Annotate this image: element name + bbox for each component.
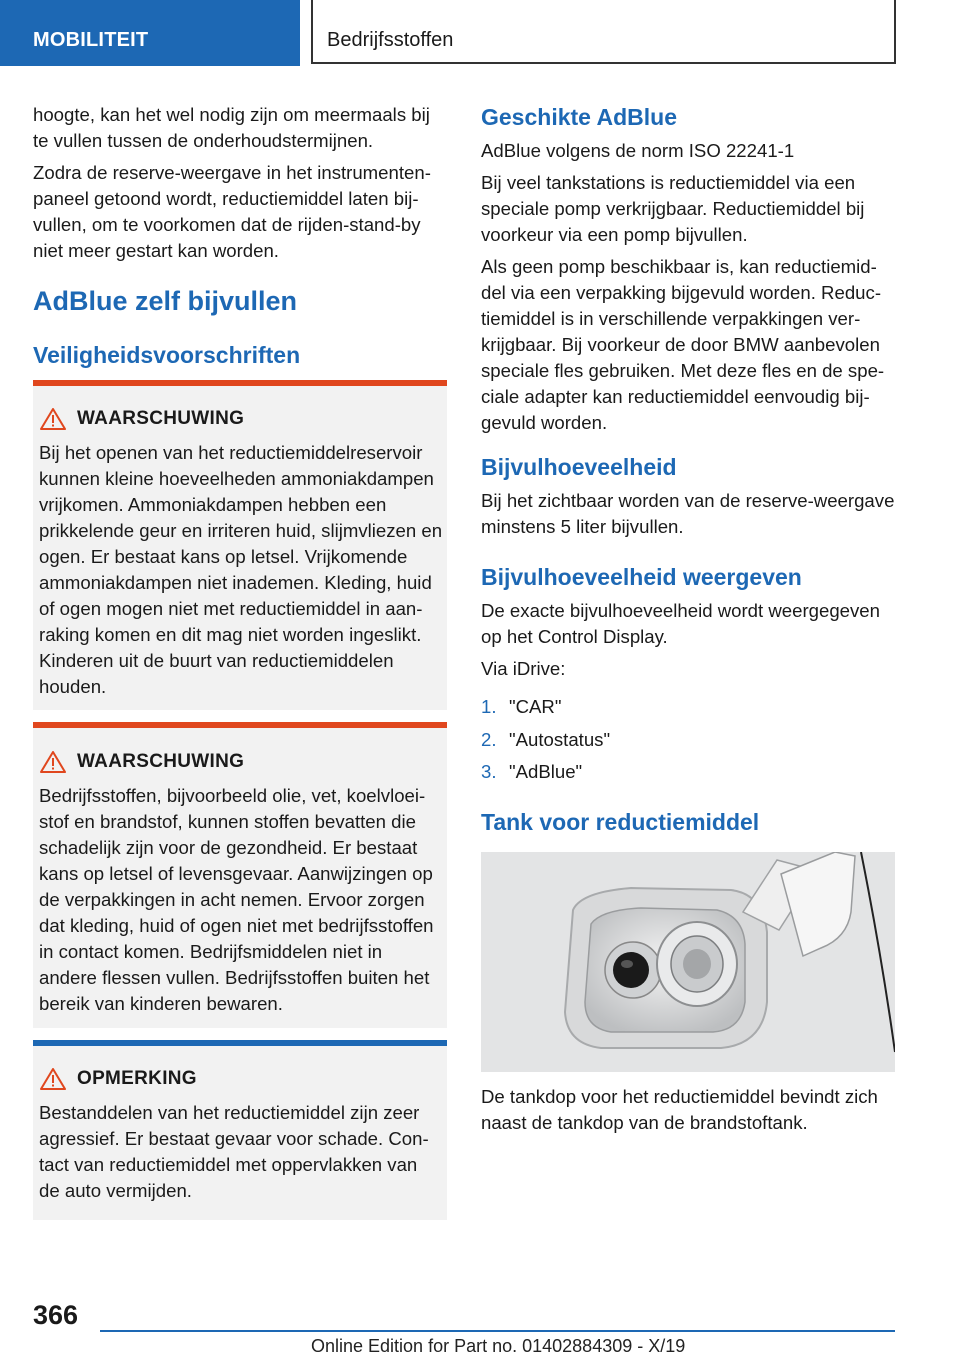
tank-location-text: De tankdop voor het reductiemiddel bevindt zich naast de tankdop van de brandstoftank. (481, 1086, 878, 1133)
paragraph-show-quantity (481, 598, 895, 650)
warning-triangle-icon (40, 407, 66, 431)
show-quantity-text: De exacte bijvulhoeveelheid wordt weergegeven op het Control Display. (481, 600, 880, 647)
warning-title: WAARSCHUWING (77, 751, 245, 772)
heading-safety: Veiligheidsvoorschriften (33, 342, 301, 368)
list-number: 3. (481, 761, 497, 782)
page-number: 366 (33, 1300, 79, 1330)
section-tab: MOBILITEIT (0, 0, 300, 66)
warning-body (39, 783, 443, 1017)
note-body (39, 1100, 443, 1204)
list-text: "AdBlue" (509, 761, 583, 782)
footer-edition: Online Edition for Part no. 01402884309 - X/19 (311, 1336, 686, 1356)
tankstation-text: Bij veel tankstations is reductiemiddel via een speciale pomp verkrijgbaar. Reductiemiddel bij voorkeur via een pomp bijvullen. (481, 172, 865, 245)
intro-paragraph-2 (33, 160, 447, 264)
idrive-text: Via iDrive: (481, 658, 566, 679)
note-text: Bestanddelen van het reductiemiddel zijn zeer agressief. Er bestaat gevaar voor schade. Contact van reductiemiddel met oppervlakken van de auto vermijden. (39, 1102, 429, 1201)
tank-cap-photo (481, 852, 895, 1072)
paragraph-norm (481, 138, 895, 164)
quantity-text: Bij het zichtbaar worden van de reserve-weergave minstens 5 liter bijvullen. (481, 490, 895, 537)
pump-text: Als geen pomp beschikbaar is, kan reductiemiddel via een verpakking bijgevuld worden. Reductiemiddel is in verschillende verpakkingen verkrijgbaar. Bij voorkeur de door BMW aanbevolen speciale fles gebruiken. Met deze fles en de speciale adapter kan reductiemiddel eenvoudig bijgevuld worden. (481, 256, 885, 433)
paragraph-idrive (481, 656, 895, 682)
heading-suitable-adblue: Geschikte AdBlue (481, 104, 677, 130)
warning-body (39, 440, 443, 700)
list-item (481, 759, 582, 785)
warning-box-fluids (33, 722, 447, 1028)
tank-cap-illustration (481, 852, 895, 1072)
warning-bar (33, 722, 447, 728)
list-item (481, 727, 610, 753)
heading-reductant-tank: Tank voor reductiemiddel (481, 809, 760, 835)
heading-refill-quantity: Bijvulhoeveelheid (481, 454, 677, 480)
page-header (0, 0, 960, 66)
list-text: "CAR" (509, 696, 562, 717)
note-bar (33, 1040, 447, 1046)
chapter-title: Bedrijfsstoffen (311, 0, 896, 64)
note-title: OPMERKING (77, 1068, 197, 1089)
warning-box-ammonia (33, 380, 447, 710)
warning-text: Bedrijfsstoffen, bijvoorbeeld olie, vet, koelvloeistof en brandstof, kunnen stoffen bevatten die schadelijk zijn voor de gezondheid. Er bestaat kans op letsel of levensgevaar. Aanwijzingen op de verpakkingen in acht nemen. Ervoor zorgen dat kleding, huid of ogen niet met bedrijfsstoffen in contact komen. Bedrijfsmiddelen niet in andere flessen vullen. Bedrijfsstoffen buiten het bereik van kinderen bewaren. (39, 785, 434, 1014)
intro-paragraph-1 (33, 102, 447, 154)
warning-triangle-icon (40, 1067, 66, 1091)
paragraph-tank-location (481, 1084, 895, 1136)
paragraph-tankstation (481, 170, 895, 248)
paragraph-quantity (481, 488, 895, 540)
list-number: 1. (481, 696, 497, 717)
intro-text-1: hoogte, kan het wel nodig zijn om meermaals bij te vullen tussen de onderhoudstermijnen. (33, 104, 430, 151)
note-box-aggressive (33, 1040, 447, 1220)
heading-adblue-refill: AdBlue zelf bijvullen (33, 286, 298, 316)
list-text: "Autostatus" (509, 729, 611, 750)
list-item (481, 694, 561, 720)
norm-text: AdBlue volgens de norm ISO 22241-1 (481, 140, 795, 161)
paragraph-pump (481, 254, 895, 436)
intro-text-2: Zodra de reserve-weergave in het instrumentenpaneel getoond wordt, reductiemiddel laten bijvullen, om te voorkomen dat de rijden-stand-by niet meer gestart kan worden. (33, 162, 431, 261)
warning-text: Bij het openen van het reductiemiddelreservoir kunnen kleine hoeveelheden ammoniakdampen vrijkomen. Ammoniakdampen hebben een prikkelende geur en irriteren huid, slijmvliezen en ogen. Er bestaat kans op letsel. Vrijkomende ammoniakdampen niet inademen. Kleding, huid of ogen mogen niet met reductiemiddel in aanraking komen en dit mag niet worden ingeslikt. Kinderen uit de buurt van reductiemiddelen houden. (39, 442, 443, 697)
warning-triangle-icon (40, 750, 66, 774)
warning-title: WAARSCHUWING (77, 408, 245, 429)
warning-bar (33, 380, 447, 386)
list-number: 2. (481, 729, 497, 750)
heading-show-quantity: Bijvulhoeveelheid weergeven (481, 564, 802, 590)
footer-rule (100, 1330, 895, 1332)
